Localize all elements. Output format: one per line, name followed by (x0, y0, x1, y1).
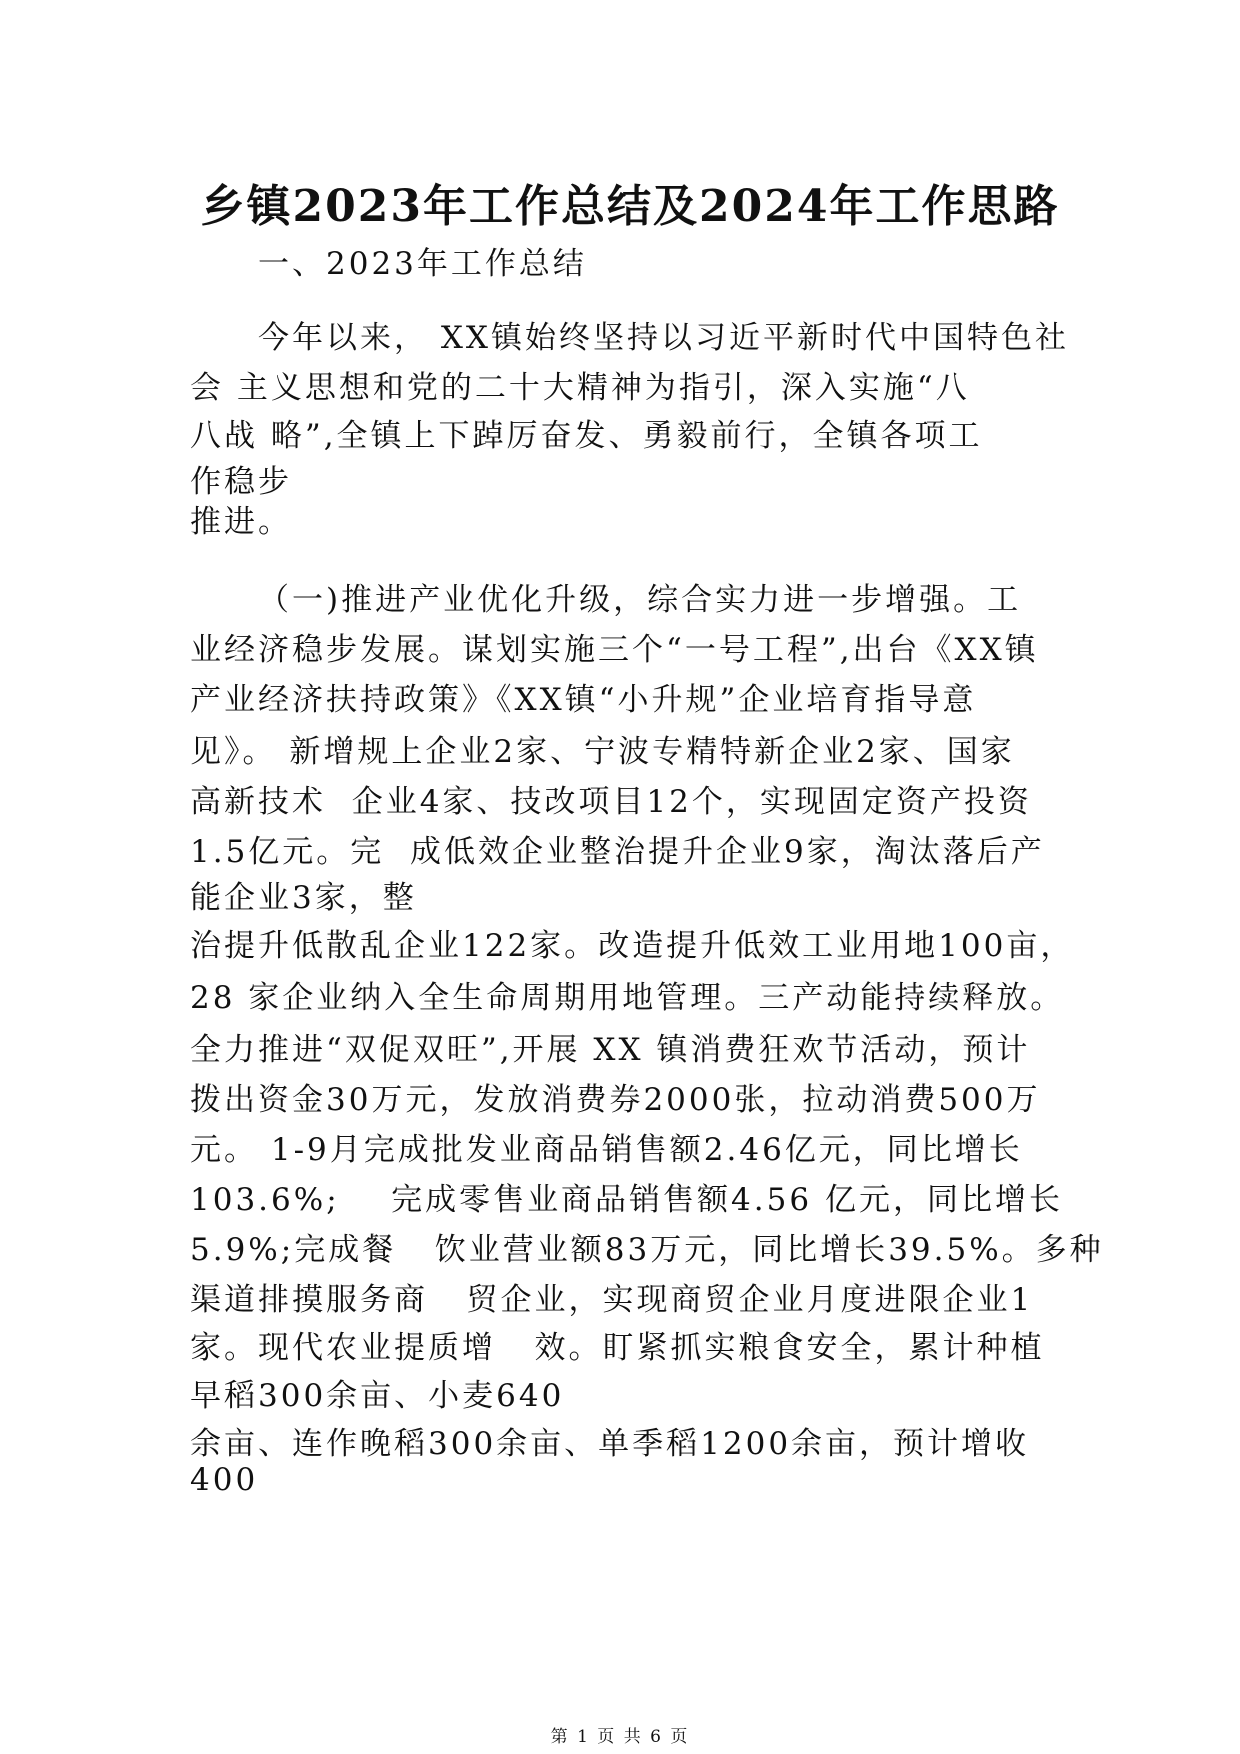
paragraph-line: 产业经济扶持政策》《XX镇“小升规”企业培育指导意 (190, 682, 977, 718)
paragraph-line: 渠道排摸服务商 贸企业，实现商贸企业月度进限企业1 (190, 1282, 1034, 1318)
paragraph-line: 28 家企业纳入全生命周期用地管理。三产动能持续释放。 (190, 980, 1065, 1016)
paragraph-line: 家。现代农业提质增 效。盯紧抓实粮食安全，累计种植 (190, 1330, 1045, 1366)
paragraph-line: 5.9%;完成餐 饮业营业额83万元，同比增长39.5%。多种 (190, 1232, 1104, 1268)
paragraph-line: 全力推进“双促双旺”,开展 XX 镇消费狂欢节活动，预计 (190, 1032, 1031, 1068)
paragraph-line: 103.6%; 完成零售业商品销售额4.56 亿元，同比增长 (190, 1182, 1063, 1218)
paragraph-line: 见》。 新增规上企业2家、宁波专精特新企业2家、国家 (190, 734, 1015, 770)
paragraph-line: 高新技术 企业4家、技改项目12个，实现固定资产投资 (190, 784, 1032, 820)
paragraph-line: 早稻300余亩、小麦640 (190, 1378, 565, 1414)
paragraph-line: 作稳步 (190, 464, 292, 500)
section-heading: 一、2023年工作总结 (258, 246, 587, 282)
paragraph-line: 治提升低散乱企业122家。改造提升低效工业用地100亩， (190, 928, 1075, 964)
paragraph-line: 能企业3家，整 (190, 880, 417, 916)
paragraph-line: 元。 1-9月完成批发业商品销售额2.46亿元，同比增长 (190, 1132, 1023, 1168)
paragraph-line: 拨出资金30万元，发放消费券2000张，拉动消费500万 (190, 1082, 1041, 1118)
document-title: 乡镇2023年工作总结及2024年工作思路 (200, 181, 1060, 232)
paragraph-line: 今年以来， XX镇始终坚持以习近平新时代中国特色社 (258, 320, 1069, 356)
page-number-footer: 第 1 页 共 6 页 (550, 1727, 690, 1747)
paragraph-line: 400 (190, 1462, 259, 1498)
paragraph-line: 余亩、连作晚稻300余亩、单季稻1200余亩，预计增收 (190, 1426, 1030, 1462)
paragraph-line: 推进。 (190, 504, 292, 540)
paragraph-line: （一)推进产业优化升级，综合实力进一步增强。工 (258, 582, 1022, 618)
paragraph-line: 业经济稳步发展。谋划实施三个“一号工程”,出台《XX镇 (190, 632, 1039, 668)
paragraph-line: 会 主义思想和党的二十大精神为指引，深入实施“八 (190, 370, 970, 406)
paragraph-line: 1.5亿元。完 成低效企业整治提升企业9家，淘汰落后产 (190, 834, 1045, 870)
paragraph-line: 八战 略”,全镇上下踔厉奋发、勇毅前行，全镇各项工 (190, 418, 983, 454)
